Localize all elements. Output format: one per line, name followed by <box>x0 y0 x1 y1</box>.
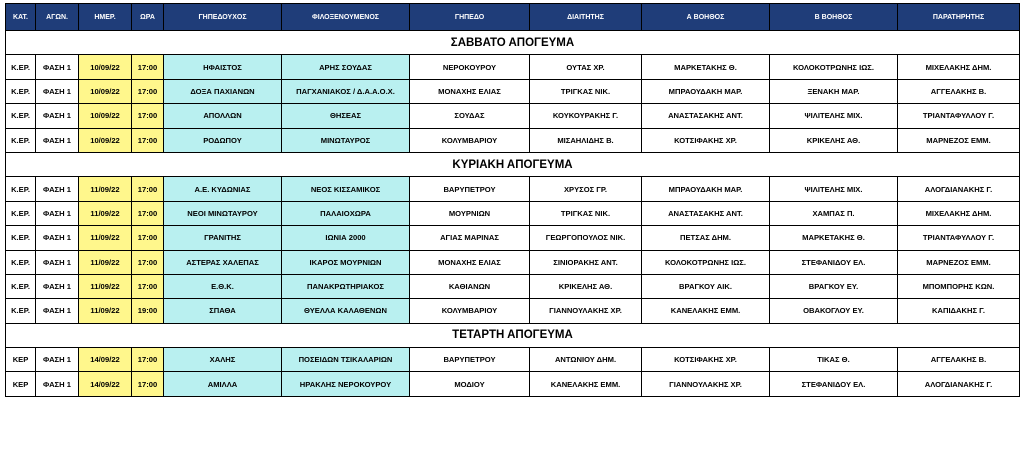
category-cell: Κ.ΕΡ. <box>6 55 36 79</box>
round-cell: ΦΑΣΗ 1 <box>36 250 79 274</box>
header-assistant-b: Β ΒΟΗΘΟΣ <box>770 4 898 31</box>
category-cell: Κ.ΕΡ. <box>6 79 36 103</box>
date-cell: 10/09/22 <box>79 104 132 128</box>
home-team-cell: ΧΑΛΗΣ <box>164 348 282 372</box>
time-cell: 17:00 <box>132 104 164 128</box>
header-date: ΗΜΕΡ. <box>79 4 132 31</box>
venue-cell: ΚΟΛΥΜΒΑΡΙΟΥ <box>410 128 530 152</box>
time-cell: 19:00 <box>132 299 164 323</box>
category-cell: Κ.ΕΡ. <box>6 177 36 201</box>
home-team-cell: Ε.Θ.Κ. <box>164 274 282 298</box>
assistant-a-cell: ΑΝΑΣΤΑΣΑΚΗΣ ΑΝΤ. <box>642 201 770 225</box>
time-cell: 17:00 <box>132 348 164 372</box>
assistant-b-cell: ΣΤΕΦΑΝΙΔΟΥ ΕΛ. <box>770 372 898 396</box>
referee-cell: ΚΡΙΚΕΛΗΣ ΑΘ. <box>530 274 642 298</box>
venue-cell: ΚΟΛΥΜΒΑΡΙΟΥ <box>410 299 530 323</box>
assistant-a-cell: ΒΡΑΓΚΟΥ ΑΙΚ. <box>642 274 770 298</box>
table-row <box>6 299 1020 323</box>
round-cell: ΦΑΣΗ 1 <box>36 177 79 201</box>
section-title: ΤΕΤΑΡΤΗ ΑΠΟΓΕΥΜΑ <box>6 323 1020 347</box>
referee-cell: ΜΙΣΑΗΛΙΔΗΣ Β. <box>530 128 642 152</box>
home-team-cell: ΑΣΤΕΡΑΣ ΧΑΛΕΠΑΣ <box>164 250 282 274</box>
assistant-b-cell: ΞΕΝΑΚΗ ΜΑΡ. <box>770 79 898 103</box>
venue-cell: ΑΓΙΑΣ ΜΑΡΙΝΑΣ <box>410 226 530 250</box>
table-header <box>6 4 1020 31</box>
away-team-cell: ΠΟΣΕΙΔΩΝ ΤΣΙΚΑΛΑΡΙΩΝ <box>282 348 410 372</box>
round-cell: ΦΑΣΗ 1 <box>36 79 79 103</box>
away-team-cell: ΠΑΛΑΙΟΧΩΡΑ <box>282 201 410 225</box>
observer-cell: ΜΑΡΝΕΖΟΣ ΕΜΜ. <box>898 128 1020 152</box>
header-observer: ΠΑΡΑΤΗΡΗΤΗΣ <box>898 4 1020 31</box>
observer-cell: ΑΓΓΕΛΑΚΗΣ Β. <box>898 348 1020 372</box>
section-row <box>6 152 1020 176</box>
observer-cell: ΜΠΟΜΠΟΡΗΣ ΚΩΝ. <box>898 274 1020 298</box>
table-row <box>6 372 1020 396</box>
date-cell: 11/09/22 <box>79 226 132 250</box>
home-team-cell: ΓΡΑΝΙΤΗΣ <box>164 226 282 250</box>
header-away-team: ΦΙΛΟΞΕΝΟΥΜΕΝΟΣ <box>282 4 410 31</box>
header-referee: ΔΙΑΙΤΗΤΗΣ <box>530 4 642 31</box>
venue-cell: ΜΟΝΑΧΗΣ ΕΛΙΑΣ <box>410 250 530 274</box>
table-row <box>6 104 1020 128</box>
away-team-cell: ΝΕΟΣ ΚΙΣΣΑΜΙΚΟΣ <box>282 177 410 201</box>
referee-cell: ΚΟΥΚΟΥΡΑΚΗΣ Γ. <box>530 104 642 128</box>
schedule-table <box>5 3 1020 397</box>
time-cell: 17:00 <box>132 274 164 298</box>
table-row <box>6 55 1020 79</box>
assistant-a-cell: ΜΠΡΑΟΥΔΑΚΗ ΜΑΡ. <box>642 177 770 201</box>
round-cell: ΦΑΣΗ 1 <box>36 128 79 152</box>
round-cell: ΦΑΣΗ 1 <box>36 299 79 323</box>
header-row <box>6 4 1020 31</box>
date-cell: 10/09/22 <box>79 79 132 103</box>
round-cell: ΦΑΣΗ 1 <box>36 55 79 79</box>
observer-cell: ΑΛΟΓΔΙΑΝΑΚΗΣ Γ. <box>898 372 1020 396</box>
category-cell: Κ.ΕΡ. <box>6 104 36 128</box>
round-cell: ΦΑΣΗ 1 <box>36 348 79 372</box>
date-cell: 11/09/22 <box>79 299 132 323</box>
home-team-cell: ΑΜΙΛΛΑ <box>164 372 282 396</box>
round-cell: ΦΑΣΗ 1 <box>36 104 79 128</box>
referee-cell: ΑΝΤΩΝΙΟΥ ΔΗΜ. <box>530 348 642 372</box>
date-cell: 11/09/22 <box>79 274 132 298</box>
header-venue: ΓΗΠΕΔΟ <box>410 4 530 31</box>
section-title: ΣΑΒΒΑΤΟ ΑΠΟΓΕΥΜΑ <box>6 31 1020 55</box>
home-team-cell: ΗΦΑΙΣΤΟΣ <box>164 55 282 79</box>
category-cell: Κ.ΕΡ. <box>6 226 36 250</box>
section-row <box>6 323 1020 347</box>
away-team-cell: ΗΡΑΚΛΗΣ ΝΕΡΟΚΟΥΡΟΥ <box>282 372 410 396</box>
observer-cell: ΑΓΓΕΛΑΚΗΣ Β. <box>898 79 1020 103</box>
observer-cell: ΤΡΙΑΝΤΑΦΥΛΛΟΥ Γ. <box>898 104 1020 128</box>
assistant-b-cell: ΚΟΛΟΚΟΤΡΩΝΗΣ ΙΩΣ. <box>770 55 898 79</box>
away-team-cell: ΑΡΗΣ ΣΟΥΔΑΣ <box>282 55 410 79</box>
home-team-cell: ΑΠΟΛΛΩΝ <box>164 104 282 128</box>
header-round: ΑΓΩΝ. <box>36 4 79 31</box>
time-cell: 17:00 <box>132 250 164 274</box>
home-team-cell: ΡΟΔΩΠΟΥ <box>164 128 282 152</box>
table-row <box>6 250 1020 274</box>
assistant-a-cell: ΚΟΤΣΙΦΑΚΗΣ ΧΡ. <box>642 128 770 152</box>
assistant-b-cell: ΤΙΚΑΣ Θ. <box>770 348 898 372</box>
observer-cell: ΜΙΧΕΛΑΚΗΣ ΔΗΜ. <box>898 201 1020 225</box>
category-cell: Κ.ΕΡ. <box>6 274 36 298</box>
round-cell: ΦΑΣΗ 1 <box>36 372 79 396</box>
away-team-cell: ΠΑΓΧΑΝΙΑΚΟΣ / Δ.Α.Α.Ο.Χ. <box>282 79 410 103</box>
date-cell: 10/09/22 <box>79 128 132 152</box>
category-cell: Κ.ΕΡ. <box>6 250 36 274</box>
table-row <box>6 348 1020 372</box>
assistant-b-cell: ΟΒΑΚΟΓΛΟΥ ΕΥ. <box>770 299 898 323</box>
referee-cell: ΚΑΝΕΛΑΚΗΣ ΕΜΜ. <box>530 372 642 396</box>
away-team-cell: ΜΙΝΩΤΑΥΡΟΣ <box>282 128 410 152</box>
away-team-cell: ΠΑΝΑΚΡΩΤΗΡΙΑΚΟΣ <box>282 274 410 298</box>
venue-cell: ΒΑΡΥΠΕΤΡΟΥ <box>410 348 530 372</box>
referee-cell: ΓΕΩΡΓΟΠΟΥΛΟΣ ΝΙΚ. <box>530 226 642 250</box>
away-team-cell: ΘΥΕΛΛΑ ΚΑΛΑΘΕΝΩΝ <box>282 299 410 323</box>
away-team-cell: ΘΗΣΕΑΣ <box>282 104 410 128</box>
referee-cell: ΤΡΙΓΚΑΣ ΝΙΚ. <box>530 201 642 225</box>
time-cell: 17:00 <box>132 177 164 201</box>
venue-cell: ΜΟΝΑΧΗΣ ΕΛΙΑΣ <box>410 79 530 103</box>
assistant-a-cell: ΠΕΤΣΑΣ ΔΗΜ. <box>642 226 770 250</box>
table-body <box>6 31 1020 397</box>
date-cell: 11/09/22 <box>79 250 132 274</box>
round-cell: ΦΑΣΗ 1 <box>36 274 79 298</box>
referee-cell: ΣΙΝΙΟΡΑΚΗΣ ΑΝΤ. <box>530 250 642 274</box>
referee-cell: ΟΥΤΑΣ ΧΡ. <box>530 55 642 79</box>
table-row <box>6 177 1020 201</box>
observer-cell: ΜΙΧΕΛΑΚΗΣ ΔΗΜ. <box>898 55 1020 79</box>
category-cell: Κ.ΕΡ. <box>6 299 36 323</box>
header-time: ΩΡΑ <box>132 4 164 31</box>
category-cell: Κ.ΕΡ. <box>6 201 36 225</box>
time-cell: 17:00 <box>132 226 164 250</box>
assistant-a-cell: ΚΟΤΣΙΦΑΚΗΣ ΧΡ. <box>642 348 770 372</box>
venue-cell: ΚΑΘΙΑΝΩΝ <box>410 274 530 298</box>
venue-cell: ΝΕΡΟΚΟΥΡΟΥ <box>410 55 530 79</box>
time-cell: 17:00 <box>132 128 164 152</box>
observer-cell: ΑΛΟΓΔΙΑΝΑΚΗΣ Γ. <box>898 177 1020 201</box>
table-row <box>6 274 1020 298</box>
round-cell: ΦΑΣΗ 1 <box>36 201 79 225</box>
referee-cell: ΓΙΑΝΝΟΥΛΑΚΗΣ ΧΡ. <box>530 299 642 323</box>
date-cell: 11/09/22 <box>79 177 132 201</box>
assistant-a-cell: ΓΙΑΝΝΟΥΛΑΚΗΣ ΧΡ. <box>642 372 770 396</box>
away-team-cell: ΙΚΑΡΟΣ ΜΟΥΡΝΙΩΝ <box>282 250 410 274</box>
home-team-cell: ΣΠΑΘΑ <box>164 299 282 323</box>
assistant-a-cell: ΑΝΑΣΤΑΣΑΚΗΣ ΑΝΤ. <box>642 104 770 128</box>
assistant-b-cell: ΚΡΙΚΕΛΗΣ ΑΘ. <box>770 128 898 152</box>
home-team-cell: ΝΕΟΙ ΜΙΝΩΤΑΥΡΟΥ <box>164 201 282 225</box>
observer-cell: ΜΑΡΝΕΖΟΣ ΕΜΜ. <box>898 250 1020 274</box>
assistant-b-cell: ΨΙΛΙΤΕΛΗΣ ΜΙΧ. <box>770 177 898 201</box>
date-cell: 14/09/22 <box>79 372 132 396</box>
category-cell: Κ.ΕΡ. <box>6 128 36 152</box>
header-home-team: ΓΗΠΕΔΟΥΧΟΣ <box>164 4 282 31</box>
home-team-cell: Α.Ε. ΚΥΔΩΝΙΑΣ <box>164 177 282 201</box>
time-cell: 17:00 <box>132 372 164 396</box>
round-cell: ΦΑΣΗ 1 <box>36 226 79 250</box>
assistant-a-cell: ΜΑΡΚΕΤΑΚΗΣ Θ. <box>642 55 770 79</box>
assistant-b-cell: ΜΑΡΚΕΤΑΚΗΣ Θ. <box>770 226 898 250</box>
time-cell: 17:00 <box>132 201 164 225</box>
assistant-a-cell: ΜΠΡΑΟΥΔΑΚΗ ΜΑΡ. <box>642 79 770 103</box>
venue-cell: ΜΟΥΡΝΙΩΝ <box>410 201 530 225</box>
date-cell: 11/09/22 <box>79 201 132 225</box>
time-cell: 17:00 <box>132 79 164 103</box>
referee-cell: ΧΡΥΣΟΣ ΓΡ. <box>530 177 642 201</box>
time-cell: 17:00 <box>132 55 164 79</box>
assistant-a-cell: ΚΑΝΕΛΑΚΗΣ ΕΜΜ. <box>642 299 770 323</box>
date-cell: 14/09/22 <box>79 348 132 372</box>
section-title: ΚΥΡΙΑΚΗ ΑΠΟΓΕΥΜΑ <box>6 152 1020 176</box>
referee-cell: ΤΡΙΓΚΑΣ ΝΙΚ. <box>530 79 642 103</box>
home-team-cell: ΔΟΞΑ ΠΑΧΙΑΝΩΝ <box>164 79 282 103</box>
venue-cell: ΒΑΡΥΠΕΤΡΟΥ <box>410 177 530 201</box>
table-row <box>6 226 1020 250</box>
category-cell: ΚΕΡ <box>6 372 36 396</box>
assistant-b-cell: ΣΤΕΦΑΝΙΔΟΥ ΕΛ. <box>770 250 898 274</box>
observer-cell: ΤΡΙΑΝΤΑΦΥΛΛΟΥ Γ. <box>898 226 1020 250</box>
header-assistant-a: Α ΒΟΗΘΟΣ <box>642 4 770 31</box>
header-category: ΚΑΤ. <box>6 4 36 31</box>
table-row <box>6 201 1020 225</box>
venue-cell: ΜΟΔΙΟΥ <box>410 372 530 396</box>
assistant-b-cell: ΨΙΛΙΤΕΛΗΣ ΜΙΧ. <box>770 104 898 128</box>
venue-cell: ΣΟΥΔΑΣ <box>410 104 530 128</box>
assistant-b-cell: ΧΑΜΠΑΣ Π. <box>770 201 898 225</box>
category-cell: ΚΕΡ <box>6 348 36 372</box>
observer-cell: ΚΑΠΙΔΑΚΗΣ Γ. <box>898 299 1020 323</box>
table-row <box>6 128 1020 152</box>
assistant-a-cell: ΚΟΛΟΚΟΤΡΩΝΗΣ ΙΩΣ. <box>642 250 770 274</box>
assistant-b-cell: ΒΡΑΓΚΟΥ ΕΥ. <box>770 274 898 298</box>
date-cell: 10/09/22 <box>79 55 132 79</box>
table-row <box>6 79 1020 103</box>
away-team-cell: ΙΩΝΙΑ 2000 <box>282 226 410 250</box>
section-row <box>6 31 1020 55</box>
